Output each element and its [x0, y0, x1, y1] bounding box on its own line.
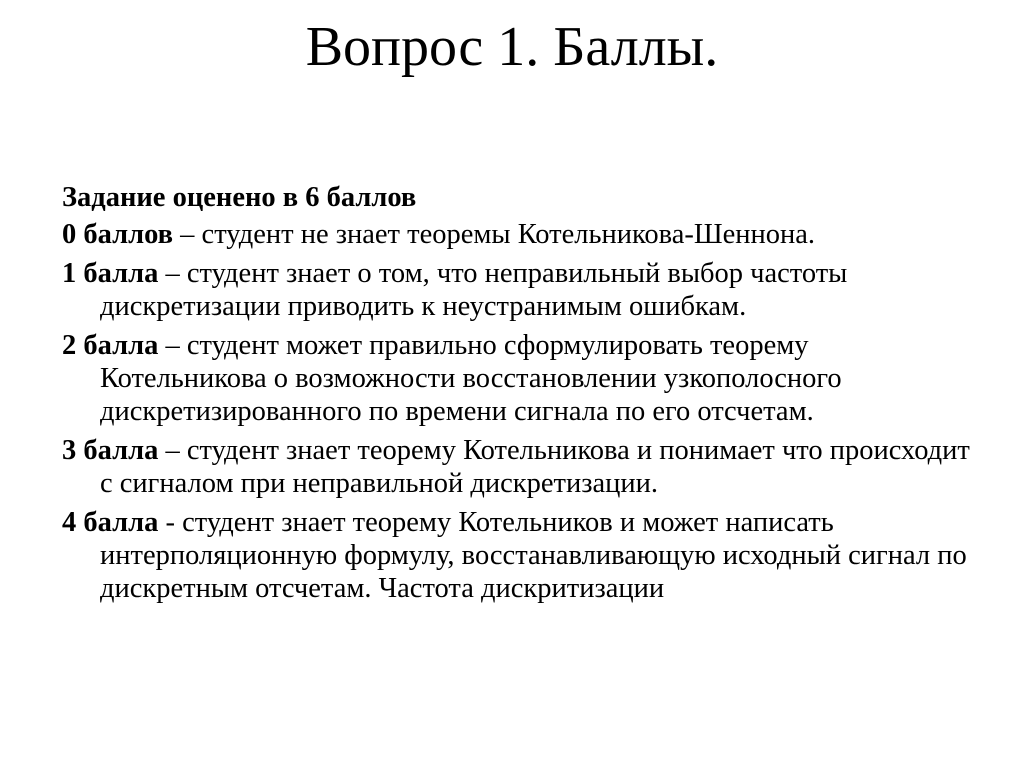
grade-description: – студент не знает теоремы Котельникова-Шеннона. [173, 219, 816, 250]
grade-item-2 [62, 329, 982, 428]
grade-points: 4 балла [62, 507, 166, 538]
grade-item-1 [62, 257, 982, 323]
grade-item-3 [62, 434, 982, 500]
slide-title: Вопрос 1. Баллы. [305, 16, 719, 78]
grade-description: – студент может правильно сформулировать теорему Котельникова о возможности восстановлении узкополосного дискретизированного по времени сигнала по его отсчетам. [100, 330, 842, 427]
grade-points: 0 баллов [62, 219, 174, 250]
grade-points: 1 балла [62, 258, 159, 289]
slide-content [62, 181, 982, 611]
grade-points: 3 балла [62, 435, 159, 466]
task-heading: Задание оценено в 6 баллов [62, 182, 417, 213]
grade-item-4 [62, 506, 982, 605]
grade-points: 2 балла [62, 330, 159, 361]
grade-item-0 [62, 218, 982, 251]
grade-description: – студент знает теорему Котельникова и понимает что происходит с сигналом при неправильной дискретизации. [100, 435, 970, 499]
grade-description: – студент знает о том, что неправильный выбор частоты дискретизации приводить к неустранимым ошибкам. [100, 258, 848, 322]
grade-description: - студент знает теорему Котельников и может написать интерполяционную формулу, восстанавливающую исходный сигнал по дискретным отсчетам. Частота дискритизации [100, 507, 967, 604]
